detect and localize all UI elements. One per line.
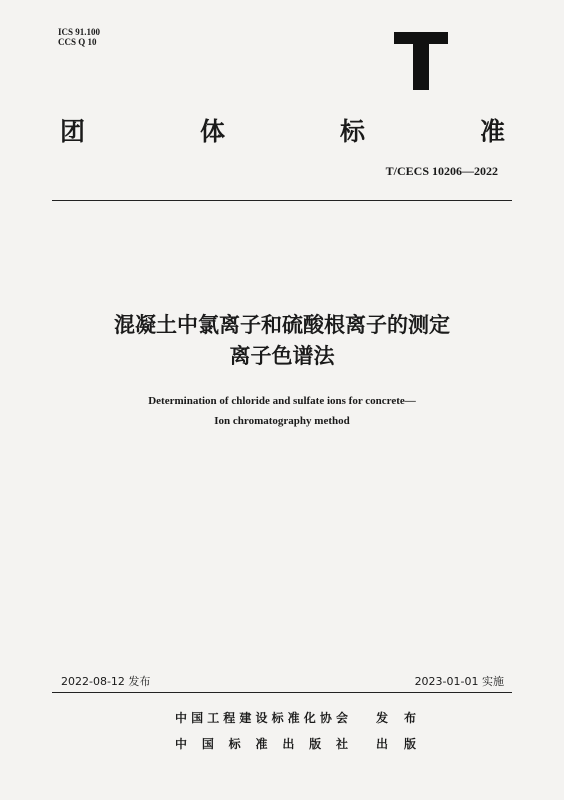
publisher-char: 中 [175, 737, 188, 751]
divider-top [52, 200, 512, 201]
issuer-char: 工 [207, 711, 220, 725]
standard-number: T/CECS 10206—2022 [385, 164, 498, 178]
publisher-char: 标 [228, 737, 241, 751]
title-en-line2: Ion chromatography method [214, 415, 350, 427]
logo-letter: T [420, 72, 422, 73]
issuer-char: 准 [287, 711, 300, 725]
title-en-line1: Determination of chloride and sulfate ions for concrete— [148, 395, 416, 407]
issuer-char: 会 [335, 711, 348, 725]
publisher-char: 版 [309, 737, 322, 751]
implement-date: 2023-01-01 实施 [414, 675, 504, 688]
issuer-row [175, 709, 416, 726]
publisher-role [376, 735, 416, 752]
document-category [60, 112, 506, 148]
t-standard-logo [394, 32, 448, 90]
publisher-row [175, 735, 416, 752]
issuer-char: 国 [191, 711, 204, 725]
ccs-code: CCS Q 10 [58, 37, 97, 47]
category-char: 体 [199, 117, 226, 146]
issuer-char: 标 [271, 711, 284, 725]
divider-bottom [52, 692, 512, 693]
publisher-char: 出 [282, 737, 295, 751]
issuer-char: 设 [255, 711, 268, 725]
role-char: 版 [403, 737, 416, 751]
category-char: 准 [479, 117, 506, 146]
role-char: 布 [403, 711, 416, 725]
role-char: 发 [376, 711, 389, 725]
issuer-char: 建 [239, 711, 252, 725]
issuer-char: 中 [175, 711, 188, 725]
publisher-char: 社 [335, 737, 348, 751]
issuer-role [376, 709, 416, 726]
issuer-char: 程 [223, 711, 236, 725]
publisher-char: 国 [201, 737, 214, 751]
publisher-name [175, 735, 348, 752]
role-char: 出 [376, 737, 389, 751]
publisher-char: 准 [255, 737, 268, 751]
issuer-char: 协 [319, 711, 332, 725]
title-cn-line2: 离子色谱法 [229, 344, 335, 368]
issuer-name [175, 709, 348, 726]
category-char: 团 [60, 117, 87, 146]
ics-code: ICS 91.100 [58, 27, 101, 37]
publish-date: 2022-08-12 发布 [61, 675, 151, 688]
issuer-char: 化 [303, 711, 316, 725]
ics-ccs-codes [58, 27, 100, 47]
category-char: 标 [339, 117, 366, 146]
title-cn-line1: 混凝土中氯离子和硫酸根离子的测定 [114, 313, 450, 337]
